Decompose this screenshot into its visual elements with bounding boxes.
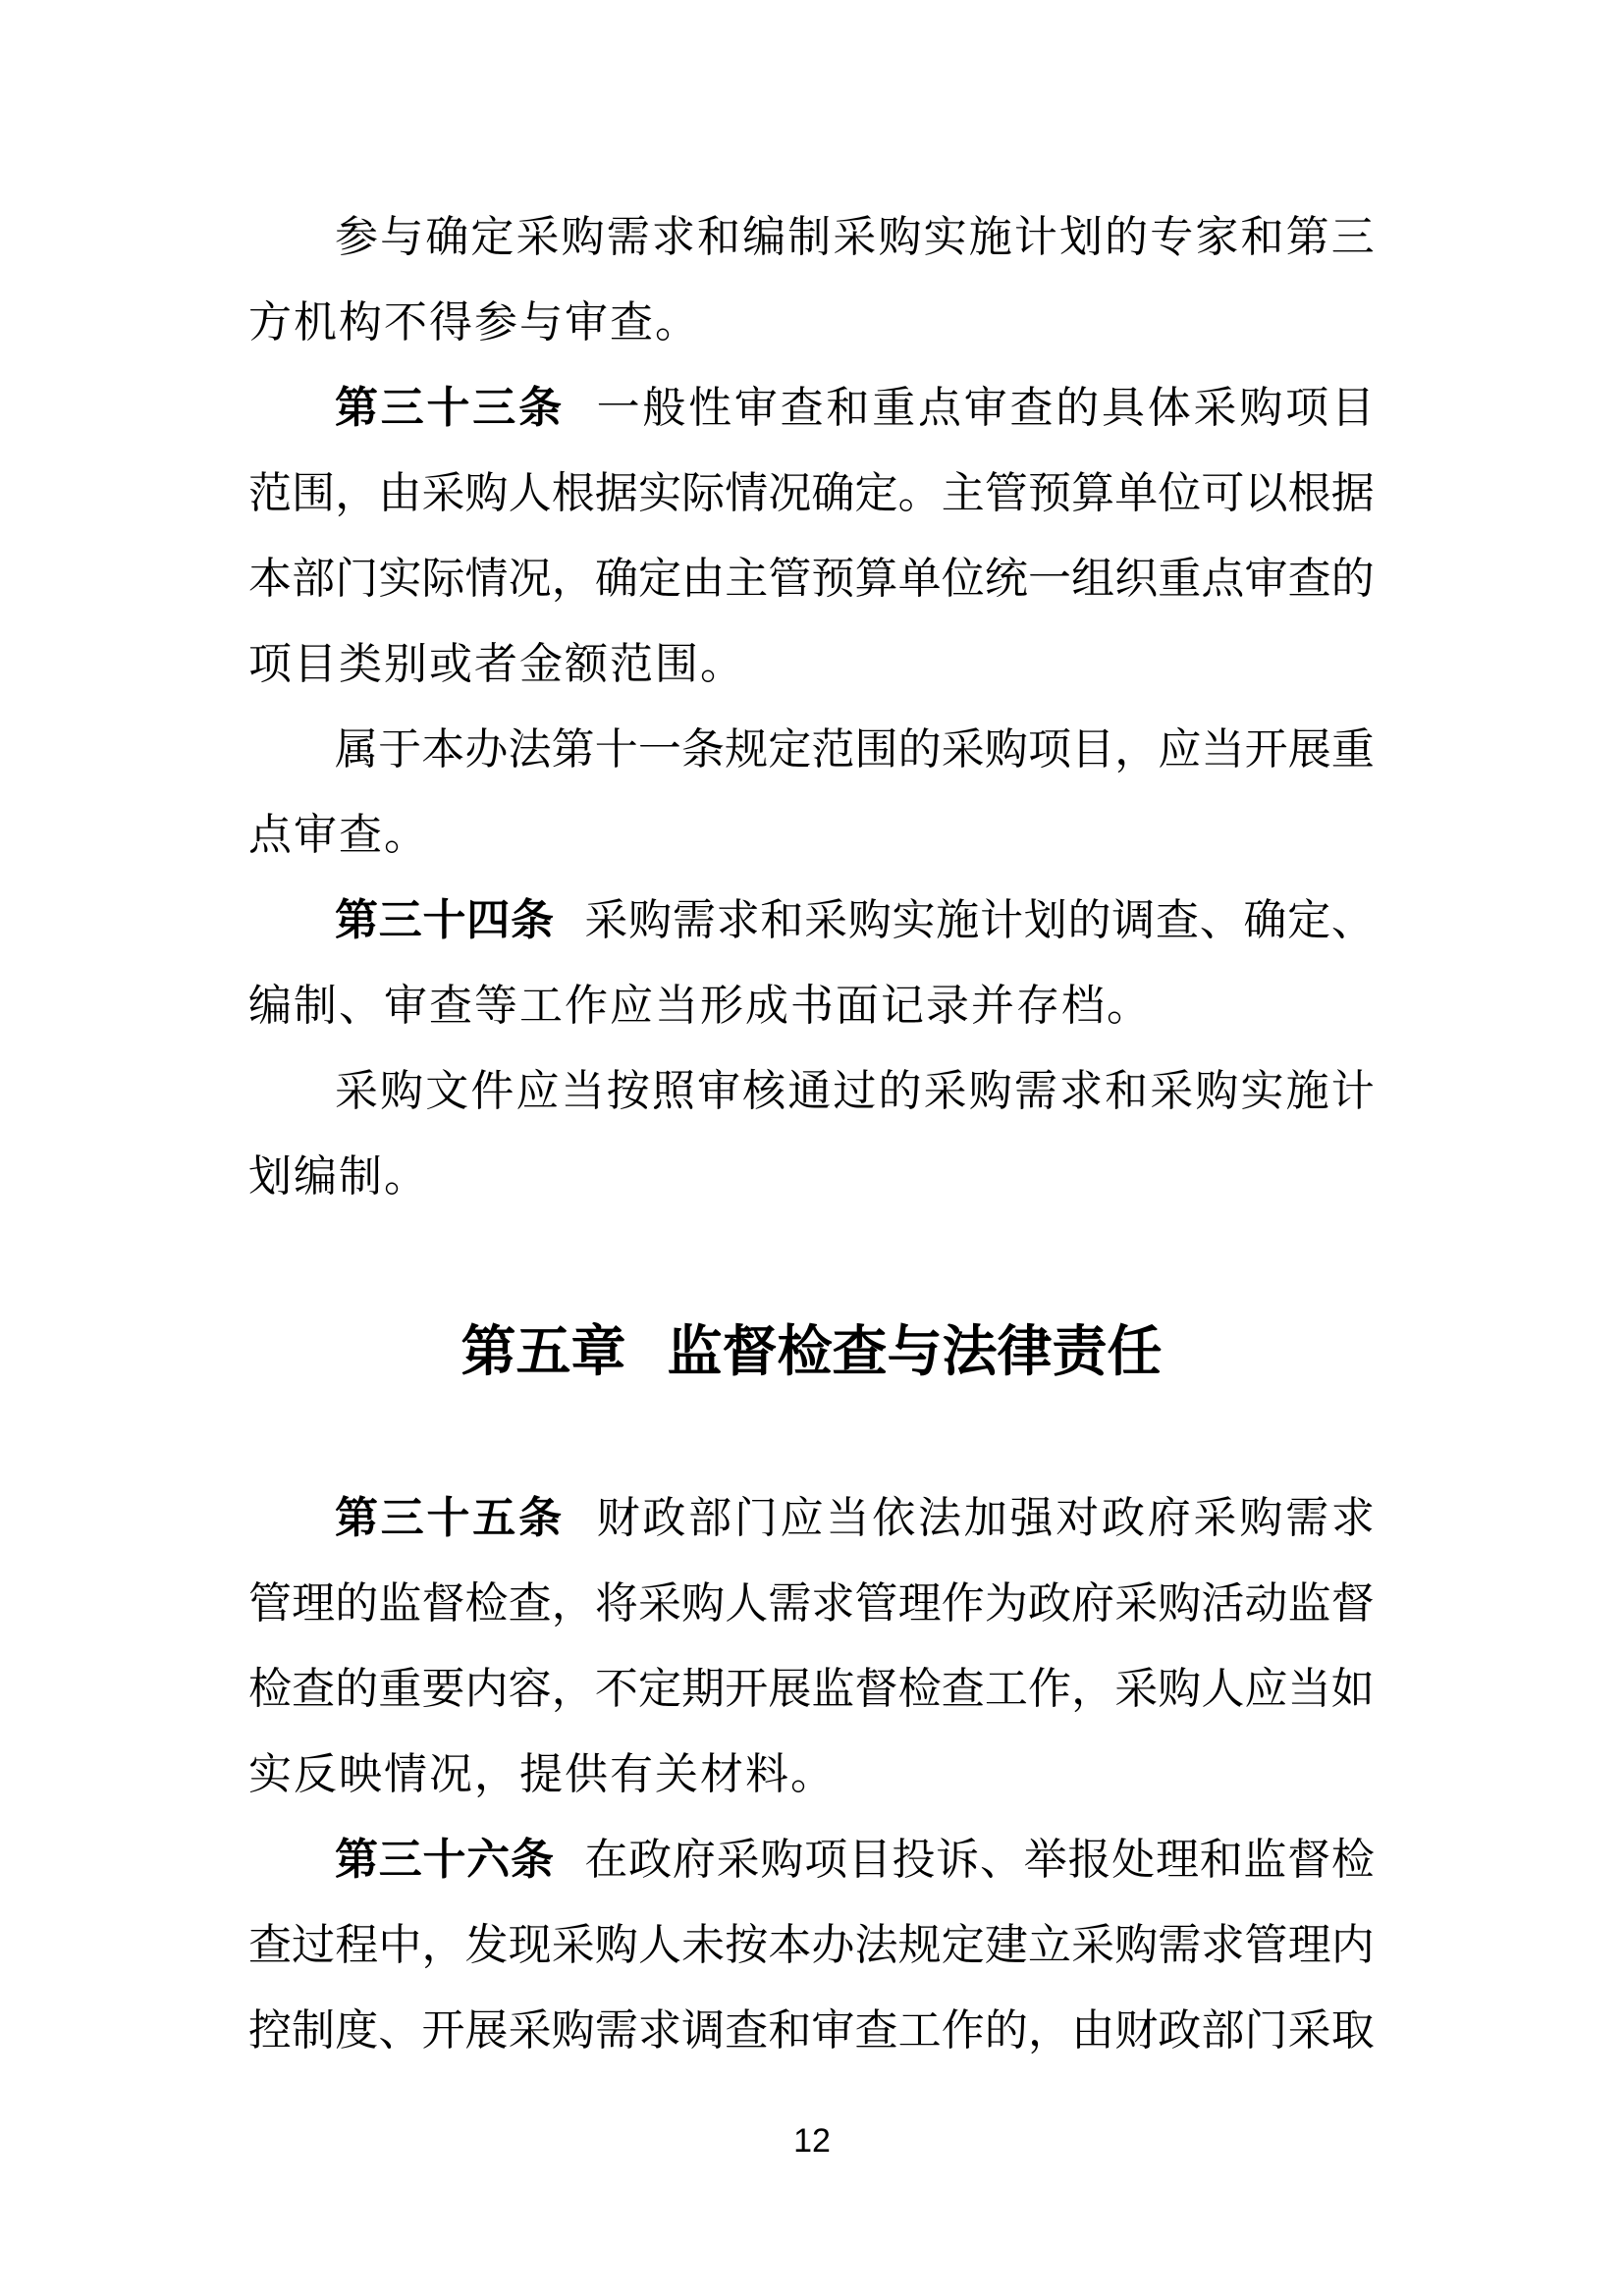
- paragraph-line: 项目类别或者金额范围。: [248, 640, 745, 688]
- document-text-block: [248, 194, 1375, 2073]
- paragraph-line: 第 三 十 六 条 在 政 府 采 购 项 目 投 诉 、 举 报 处 理 和 监 督 检: [335, 1836, 1375, 1884]
- paragraph-line: 第 三 十 四 条 采 购 需 求 和 采 购 实 施 计 划 的 调 查 、 确 定 、: [335, 896, 1375, 944]
- paragraph-line: 控 制 度 、 开 展 采 购 需 求 调 查 和 审 查 工 作 的 ， 由 财 政 部 门 采 取: [248, 2006, 1375, 2055]
- chapter-heading-text: 监督检查与法律责任: [667, 1319, 1163, 1382]
- paragraph-line: 查 过 程 中 ， 发 现 采 购 人 未 按 本 办 法 规 定 建 立 采 购 需 求 管 理 内: [248, 1921, 1375, 1969]
- paragraph-line: 属 于 本 办 法 第 十 一 条 规 定 范 围 的 采 购 项 目 ， 应 当 开 展 重: [335, 725, 1375, 774]
- paragraph-line: 参 与 确 定 采 购 需 求 和 编 制 采 购 实 施 计 划 的 专 家 和 第 三: [335, 213, 1375, 261]
- paragraph-line: 管 理 的 监 督 检 查 ， 将 采 购 人 需 求 管 理 作 为 政 府 采 购 活 动 监 督: [248, 1579, 1375, 1628]
- paragraph-line: 编制、审查等工作应当形成书面记录并存档。: [248, 982, 1152, 1030]
- paragraph-line: 本 部 门 实 际 情 况 ， 确 定 由 主 管 预 算 单 位 统 一 组 织 重 点 审 查 的: [248, 555, 1375, 603]
- blank-line: [248, 1390, 1375, 1475]
- paragraph-line: 范 围 ， 由 采 购 人 根 据 实 际 情 况 确 定 。 主 管 预 算 单 位 可 以 根 据: [248, 469, 1375, 517]
- chapter-heading-text: 第五章: [460, 1319, 626, 1382]
- page-number: 12: [793, 2122, 831, 2160]
- paragraph-line: 方机构不得参与审查。: [248, 298, 700, 347]
- paragraph-line: 点审查。: [248, 811, 429, 859]
- paragraph-line: 划编制。: [248, 1152, 429, 1201]
- paragraph-line: 采 购 文 件 应 当 按 照 审 核 通 过 的 采 购 需 求 和 采 购 实 施 计: [335, 1067, 1375, 1115]
- paragraph-line: 实反映情况，提供有关材料。: [248, 1750, 836, 1798]
- chapter-heading: [248, 1305, 1375, 1390]
- paragraph-line: 第 三 十 三 条 一 般 性 审 查 和 重 点 审 查 的 具 体 采 购 项 目: [335, 384, 1375, 432]
- paragraph-line: 检 查 的 重 要 内 容 ， 不 定 期 开 展 监 督 检 查 工 作 ， 采 购 人 应 当 如: [248, 1665, 1375, 1713]
- paragraph-line: 第 三 十 五 条 财 政 部 门 应 当 依 法 加 强 对 政 府 采 购 需 求: [335, 1494, 1375, 1542]
- blank-line: [248, 1219, 1375, 1305]
